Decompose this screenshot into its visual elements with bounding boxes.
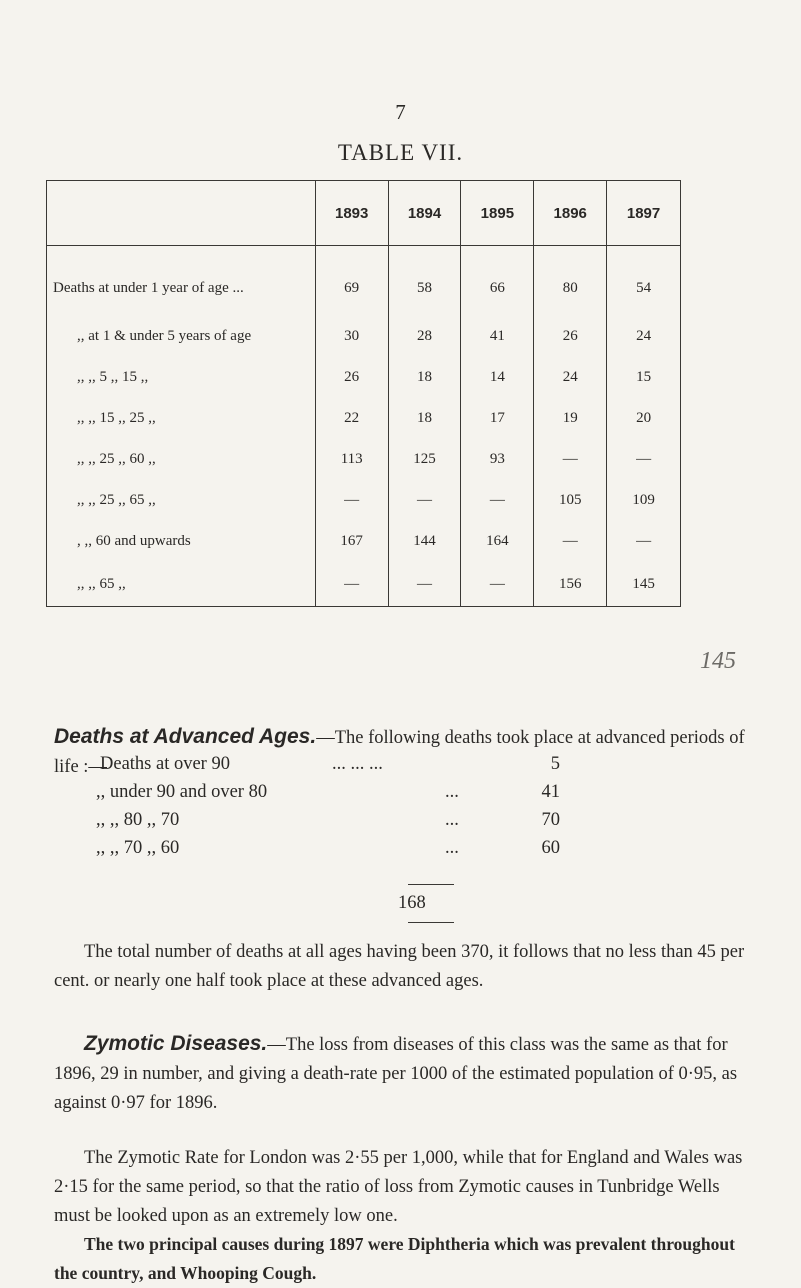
table-cell: 22: [315, 398, 388, 439]
table-cell: 144: [388, 521, 461, 562]
leader-dots: ...: [445, 838, 459, 858]
table-row: [47, 562, 681, 607]
table-cell: 125: [388, 439, 461, 480]
row-label: ,, at 1 & under 5 years of age: [47, 316, 316, 357]
zymotic-paragraph-3: The two principal causes during 1897 were Diphtheria which was prevalent throughout the country, and Whooping Cough.: [54, 1234, 735, 1283]
list-item: [96, 782, 560, 810]
table-cell: 15: [607, 357, 681, 398]
table-cell: 167: [315, 521, 388, 562]
header-year-1897: 1897: [607, 181, 681, 246]
table-cell: 164: [461, 521, 534, 562]
sum-rule: [408, 922, 454, 923]
table-cell: 24: [534, 357, 607, 398]
list-item-label: ,, ,, 80 ,, 70: [96, 810, 180, 830]
list-item-value: 70: [541, 810, 560, 830]
header-year-1893: 1893: [315, 181, 388, 246]
row-label: , ,, 60 and upwards: [47, 521, 316, 562]
list-item-value: 5: [550, 754, 560, 774]
row-label: ,, ,, 15 ,, 25 ,,: [47, 398, 316, 439]
table-cell: 54: [607, 246, 681, 317]
table-row: [47, 439, 681, 480]
advanced-ages-total: 168: [398, 893, 426, 913]
table-cell: 14: [461, 357, 534, 398]
row-label: ,, ,, 25 ,, 65 ,,: [47, 480, 316, 521]
leader-dots: ...: [445, 810, 459, 830]
zymotic-heading: Zymotic Diseases.: [84, 1032, 268, 1055]
table-cell: 19: [534, 398, 607, 439]
table-cell: 24: [607, 316, 681, 357]
list-item-value: 60: [541, 838, 560, 858]
table-cell: 18: [388, 357, 461, 398]
handwritten-margin-note: 145: [700, 648, 736, 674]
zymotic-paragraph-1: [54, 1029, 754, 1118]
list-item-value: 41: [541, 782, 560, 802]
table-cell: 156: [534, 562, 607, 607]
table-row: [47, 521, 681, 562]
table-row: [47, 480, 681, 521]
table-row: [47, 398, 681, 439]
table-title: TABLE VII.: [337, 140, 464, 165]
table-row: [47, 246, 681, 317]
row-label: ,, ,, 25 ,, 60 ,,: [47, 439, 316, 480]
table-cell: 17: [461, 398, 534, 439]
table-cell: 20: [607, 398, 681, 439]
list-item: [100, 754, 560, 782]
list-item-label: ,, ,, 70 ,, 60: [96, 838, 180, 858]
table-cell: —: [388, 562, 461, 607]
sum-rule: [408, 884, 454, 885]
table-cell: —: [534, 521, 607, 562]
header-label-cell: [47, 181, 316, 246]
list-item: [96, 810, 560, 838]
list-item: [96, 838, 560, 866]
table-cell: 109: [607, 480, 681, 521]
zymotic-paragraph-2: The Zymotic Rate for London was 2·55 per 1,000, while that for England and Wales was 2·15 for the same period, so that the ratio of loss from Zymotic causes in Tunbridge Wells must be looked upon as an extremely low one.: [54, 1148, 743, 1226]
table-cell: —: [388, 480, 461, 521]
leader-dots: ...: [445, 782, 459, 802]
deaths-by-age-table: [46, 180, 681, 607]
header-year-1894: 1894: [388, 181, 461, 246]
leader-dots: ... ... ...: [332, 754, 383, 774]
advanced-ages-summary: The total number of deaths at all ages having been 370, it follows that no less than 45 per cent. or nearly one half took place at these advanced ages.: [54, 942, 745, 991]
table-cell: —: [461, 480, 534, 521]
table-cell: —: [315, 562, 388, 607]
table-cell: 26: [315, 357, 388, 398]
table-cell: 66: [461, 246, 534, 317]
table-cell: 26: [534, 316, 607, 357]
row-label: ,, ,, 5 ,, 15 ,,: [47, 357, 316, 398]
row-label: Deaths at under 1 year of age ...: [47, 246, 316, 317]
table-cell: 41: [461, 316, 534, 357]
header-year-1896: 1896: [534, 181, 607, 246]
table-cell: 105: [534, 480, 607, 521]
table-header-row: [47, 181, 681, 246]
table-cell: 80: [534, 246, 607, 317]
table-row: [47, 316, 681, 357]
table-cell: —: [534, 439, 607, 480]
list-item-label: ,, under 90 and over 80: [96, 782, 268, 802]
table-cell: 28: [388, 316, 461, 357]
table-cell: 58: [388, 246, 461, 317]
table-cell: 93: [461, 439, 534, 480]
advanced-ages-list: [96, 754, 560, 866]
table-cell: 18: [388, 398, 461, 439]
list-item-label: Deaths at over 90: [100, 754, 230, 774]
table-cell: 30: [315, 316, 388, 357]
table-cell: —: [607, 439, 681, 480]
table-cell: 145: [607, 562, 681, 607]
row-label: ,, ,, 65 ,,: [47, 562, 316, 607]
advanced-ages-heading: Deaths at Advanced Ages.: [54, 725, 317, 748]
table-cell: 69: [315, 246, 388, 317]
page-number: 7: [395, 100, 406, 124]
zymotic-text-1: —The loss from diseases of this class was the same as that for 1896, 29 in number, and giving a death-rate per 1000 of the estimated population of 0·95, as against 0·97 for 1896.: [54, 1035, 738, 1113]
table-cell: —: [607, 521, 681, 562]
table-cell: —: [315, 480, 388, 521]
advanced-ages-intro-text: —The following deaths took place at advanced periods of life :—: [54, 728, 745, 777]
table-cell: —: [461, 562, 534, 607]
table-row: [47, 357, 681, 398]
header-year-1895: 1895: [461, 181, 534, 246]
table-cell: 113: [315, 439, 388, 480]
